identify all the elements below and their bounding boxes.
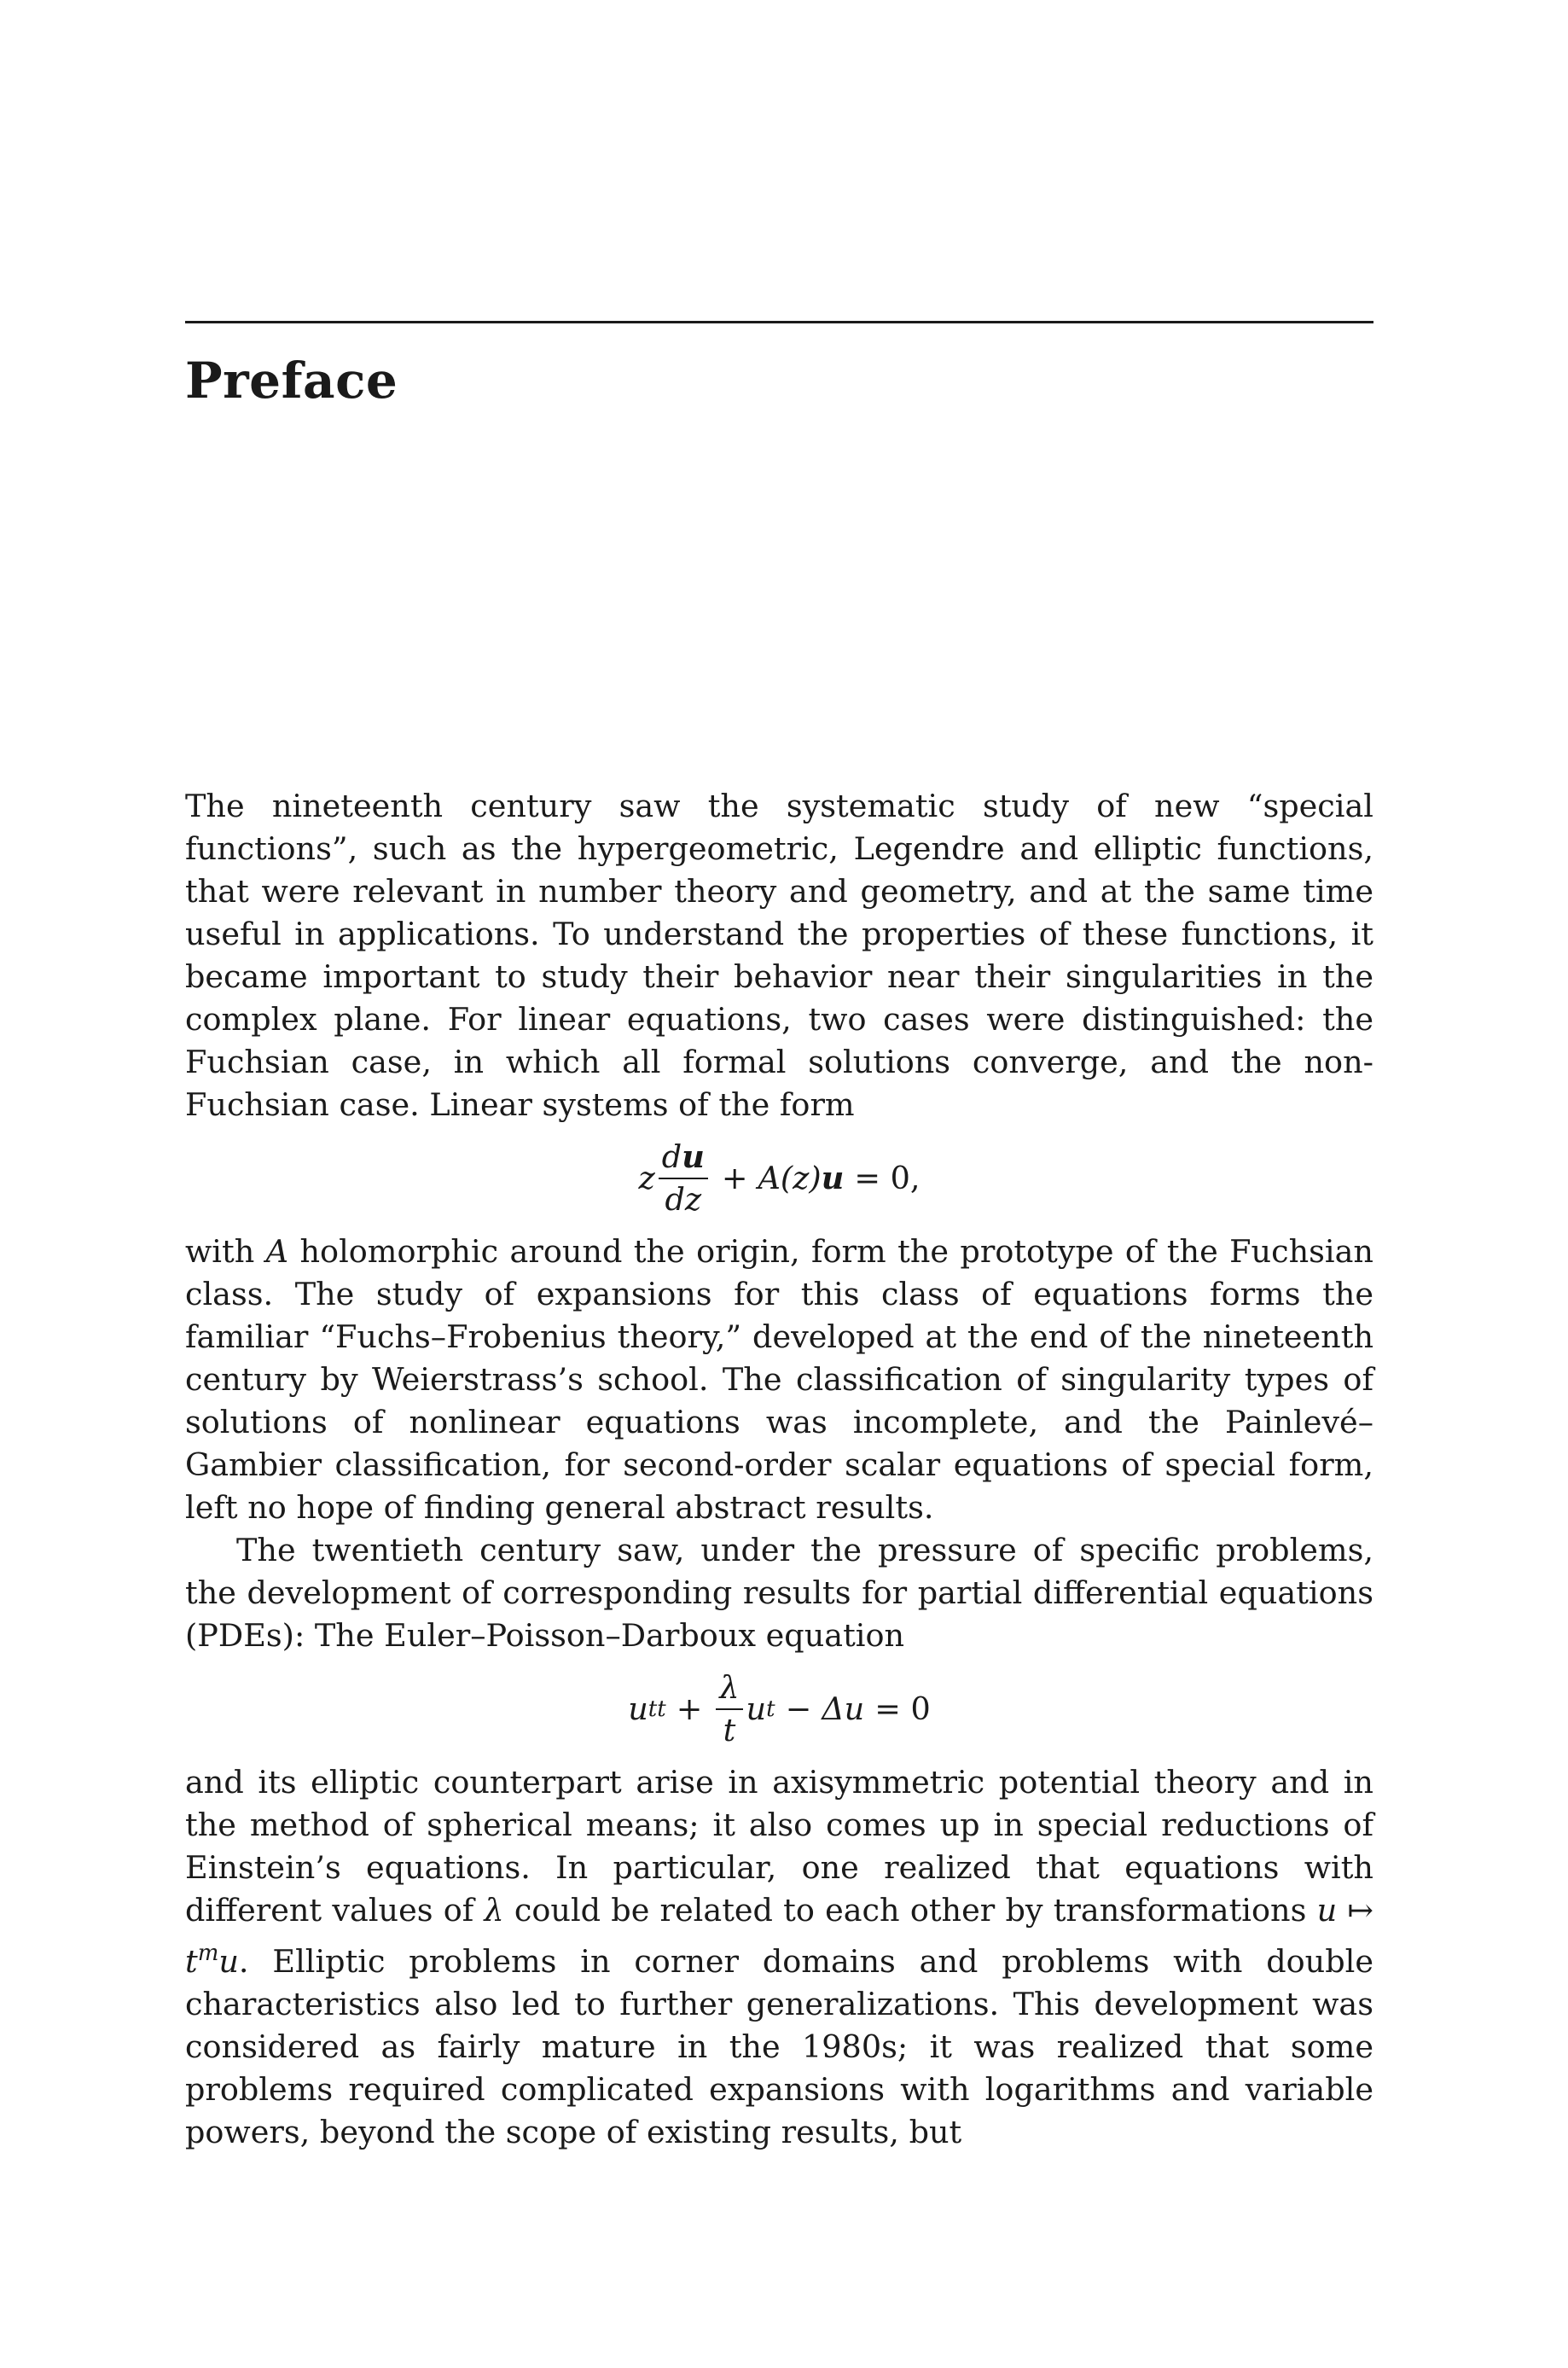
equation-euler-poisson-darboux <box>185 1657 1373 1761</box>
p4-u2: u <box>218 1943 239 1980</box>
paragraph-3: The twentieth century saw, under the pressure of specific problems, the development of corresponding results for partial differential equations (PDEs): The Euler–Poisson–Darboux equation <box>185 1532 1373 1654</box>
eq2-minus: − <box>785 1690 812 1727</box>
p4-lambda: λ <box>484 1892 504 1929</box>
eq2-denominator: t <box>723 1712 736 1748</box>
eq1-plus: + <box>721 1159 748 1196</box>
p4-t: t <box>185 1943 198 1980</box>
page-title: Preface <box>185 352 398 410</box>
p4-m: m <box>197 1940 219 1966</box>
p2-A: A <box>265 1233 289 1270</box>
p4-u: u <box>1316 1892 1338 1929</box>
eq2-u1: u <box>628 1690 648 1727</box>
eq2-u2: u <box>746 1690 767 1727</box>
eq1-numerator: du <box>659 1140 708 1179</box>
eq1-derivative <box>659 1137 708 1218</box>
header-rule <box>185 321 1373 323</box>
eq2-fraction <box>716 1668 742 1748</box>
eq1-rest: = 0, <box>854 1159 920 1196</box>
body-text <box>185 785 1373 2154</box>
p4-mapsto: ↦ <box>1337 1892 1373 1929</box>
eq1-u: u <box>821 1159 845 1196</box>
paragraph-1: The nineteenth century saw the systematic study of new “special functions”, such as the hypergeometric, Legendre and elliptic functions, that were relevant in number theory and geometry, and at the same time useful in applications. To understand the properties of these functions, it became important to study their behavior near their singularities in the complex plane. For linear equations, two cases were distinguished: the Fuchsian case, in which all formal solutions converge, and the non-Fuchsian case. Linear systems of the form <box>185 788 1373 1123</box>
eq2-sub2: t <box>766 1696 775 1722</box>
eq1-denominator: dz <box>665 1181 702 1218</box>
eq2-plus: + <box>676 1690 703 1727</box>
eq2-sub1: tt <box>648 1696 666 1722</box>
eq1-arg: (z) <box>780 1159 822 1196</box>
eq1-z: z <box>638 1159 655 1196</box>
paragraph-4: and its elliptic counterpart arise in axisymmetric potential theory and in the method of spherical means; it also comes up in special reductions of Einstein’s equations. In particular, one realized that equations with different values of λ could be related to each other by transformations u ↦ $t^mu$. Elliptic problems in corner domains and problems with double characteristics also led to further generalizations. This development was considered as fairly mature in the 1980s; it was realized that some problems required complicated expansions with logarithms and variable powers, beyond the scope of existing results, but <box>185 1764 1373 2150</box>
paragraph-2: with A holomorphic around the origin, form the prototype of the Fuchsian class. The study of expansions for this class of equations forms the familiar “Fuchs–Frobenius theory,” developed at the end of the nineteenth century by Weierstrass’s school. The classification of singularity types of solutions of nonlinear equations was incomplete, and the Painlevé–Gambier classification, for second-order scalar equations of special form, left no hope of finding general abstract results. <box>185 1233 1373 1526</box>
eq2-numerator: λ <box>716 1671 742 1710</box>
eq2-delta: Δu <box>822 1690 865 1727</box>
eq1-A: A <box>758 1159 781 1196</box>
equation-fuchsian-system <box>185 1126 1373 1231</box>
eq2-rest: = 0 <box>874 1690 931 1727</box>
